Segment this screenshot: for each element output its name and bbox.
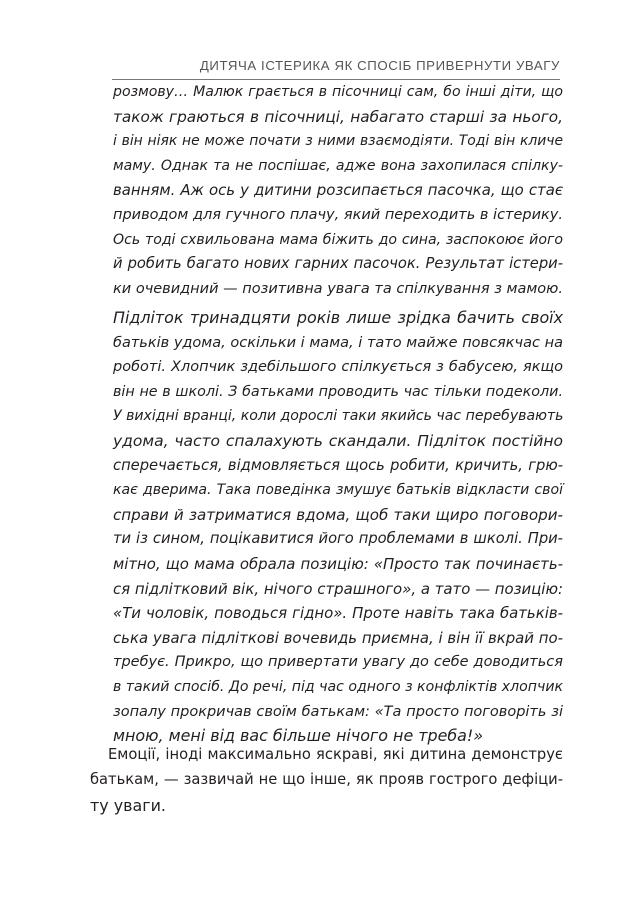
- paragraph-line: У вихідні вранці, коли дорослі таки якийсь час перебувають: [113, 408, 564, 425]
- paragraph-line: мітно, що мама обрала позицію: «Просто так починаєть-: [113, 554, 563, 573]
- paragraph-line: батькам, — зазвичай не що інше, як прояв гострого дефіци-: [90, 771, 563, 789]
- paragraph-line: требує. Прикро, що привертати увагу до себе доводиться: [113, 654, 563, 671]
- paragraph-line: сперечається, відмовляється щось робити, кричить, грю-: [113, 456, 563, 474]
- paragraph-line: батьків удома, оскільки і мама, і тато майже повсякчас на: [113, 334, 563, 351]
- paragraph-line: в такий спосіб. До речі, під час одного з конфліктів хлопчик: [113, 678, 563, 695]
- paragraph-italic-2: [113, 306, 563, 749]
- paragraph-line: Емоції, іноді максимально яскраві, які дитина демонструє: [108, 746, 563, 763]
- paragraph-italic-1: [113, 80, 563, 301]
- paragraph-line: Підліток тринадцяти років лише зрідка бачить своїх: [113, 308, 563, 327]
- paragraph-line: ти із сином, поцікавитися його проблемами в школі. При-: [113, 530, 563, 548]
- paragraph-line: приводом для гучного плачу, який переходить в істерику.: [113, 206, 563, 223]
- paragraph-line: Ось тоді схвильована мама біжить до сина, заспокоює його: [113, 231, 563, 248]
- paragraph-line: ся підлітковий вік, нічого страшного», а тато — позицію:: [113, 579, 563, 598]
- paragraph-line: й робить багато нових гарних пасочок. Результат істери-: [113, 255, 563, 273]
- paragraph-line: роботі. Хлопчик здебільшого спілкується з бабусею, якщо: [113, 359, 563, 376]
- paragraph-line: ванням. Аж ось у дитини розсипається пасочка, що стає: [113, 181, 563, 200]
- paragraph-line: ська увага підліткові вочевидь приємна, і він її вкрай по-: [113, 628, 563, 647]
- paragraph-line: розмову… Малюк грається в пісочниці сам, бо інші діти, що: [113, 84, 563, 100]
- paragraph-line: «Ти чоловік, поводься гідно». Проте навіть така батьків-: [113, 604, 563, 623]
- paragraph-regular: [90, 742, 563, 818]
- running-head: ДИТЯЧА ІСТЕРИКА ЯК СПОСІБ ПРИВЕРНУТИ УВАГУ: [199, 58, 560, 73]
- paragraph-line: справи й затриматися вдома, щоб таки щиро поговори-: [113, 505, 563, 524]
- paragraph-line: удома, часто спалахують скандали. Підліток постійно: [113, 431, 563, 450]
- paragraph-line: він не в школі. З батьками проводить час тільки подеколи.: [113, 383, 563, 400]
- paragraph-line: також граються в пісочниці, набагато старші за нього,: [113, 107, 563, 126]
- paragraph-line: мною, мені від вас більше нічого не треба!»: [113, 726, 484, 746]
- paragraph-line: і він ніяк не може почати з ними взаємодіяти. Тоді він кличе: [113, 133, 563, 150]
- paragraph-line: ту уваги.: [90, 795, 166, 815]
- paragraph-line: кає дверима. Така поведінка змушує батьків відкласти свої: [113, 482, 563, 499]
- paragraph-line: ки очевидний — позитивна увага та спілкування з мамою.: [113, 280, 563, 297]
- paragraph-line: зопалу прокричав своїм батькам: «Та просто поговоріть зі: [113, 703, 563, 720]
- paragraph-line: маму. Однак та не поспішає, адже вона захопилася спілку-: [113, 157, 563, 174]
